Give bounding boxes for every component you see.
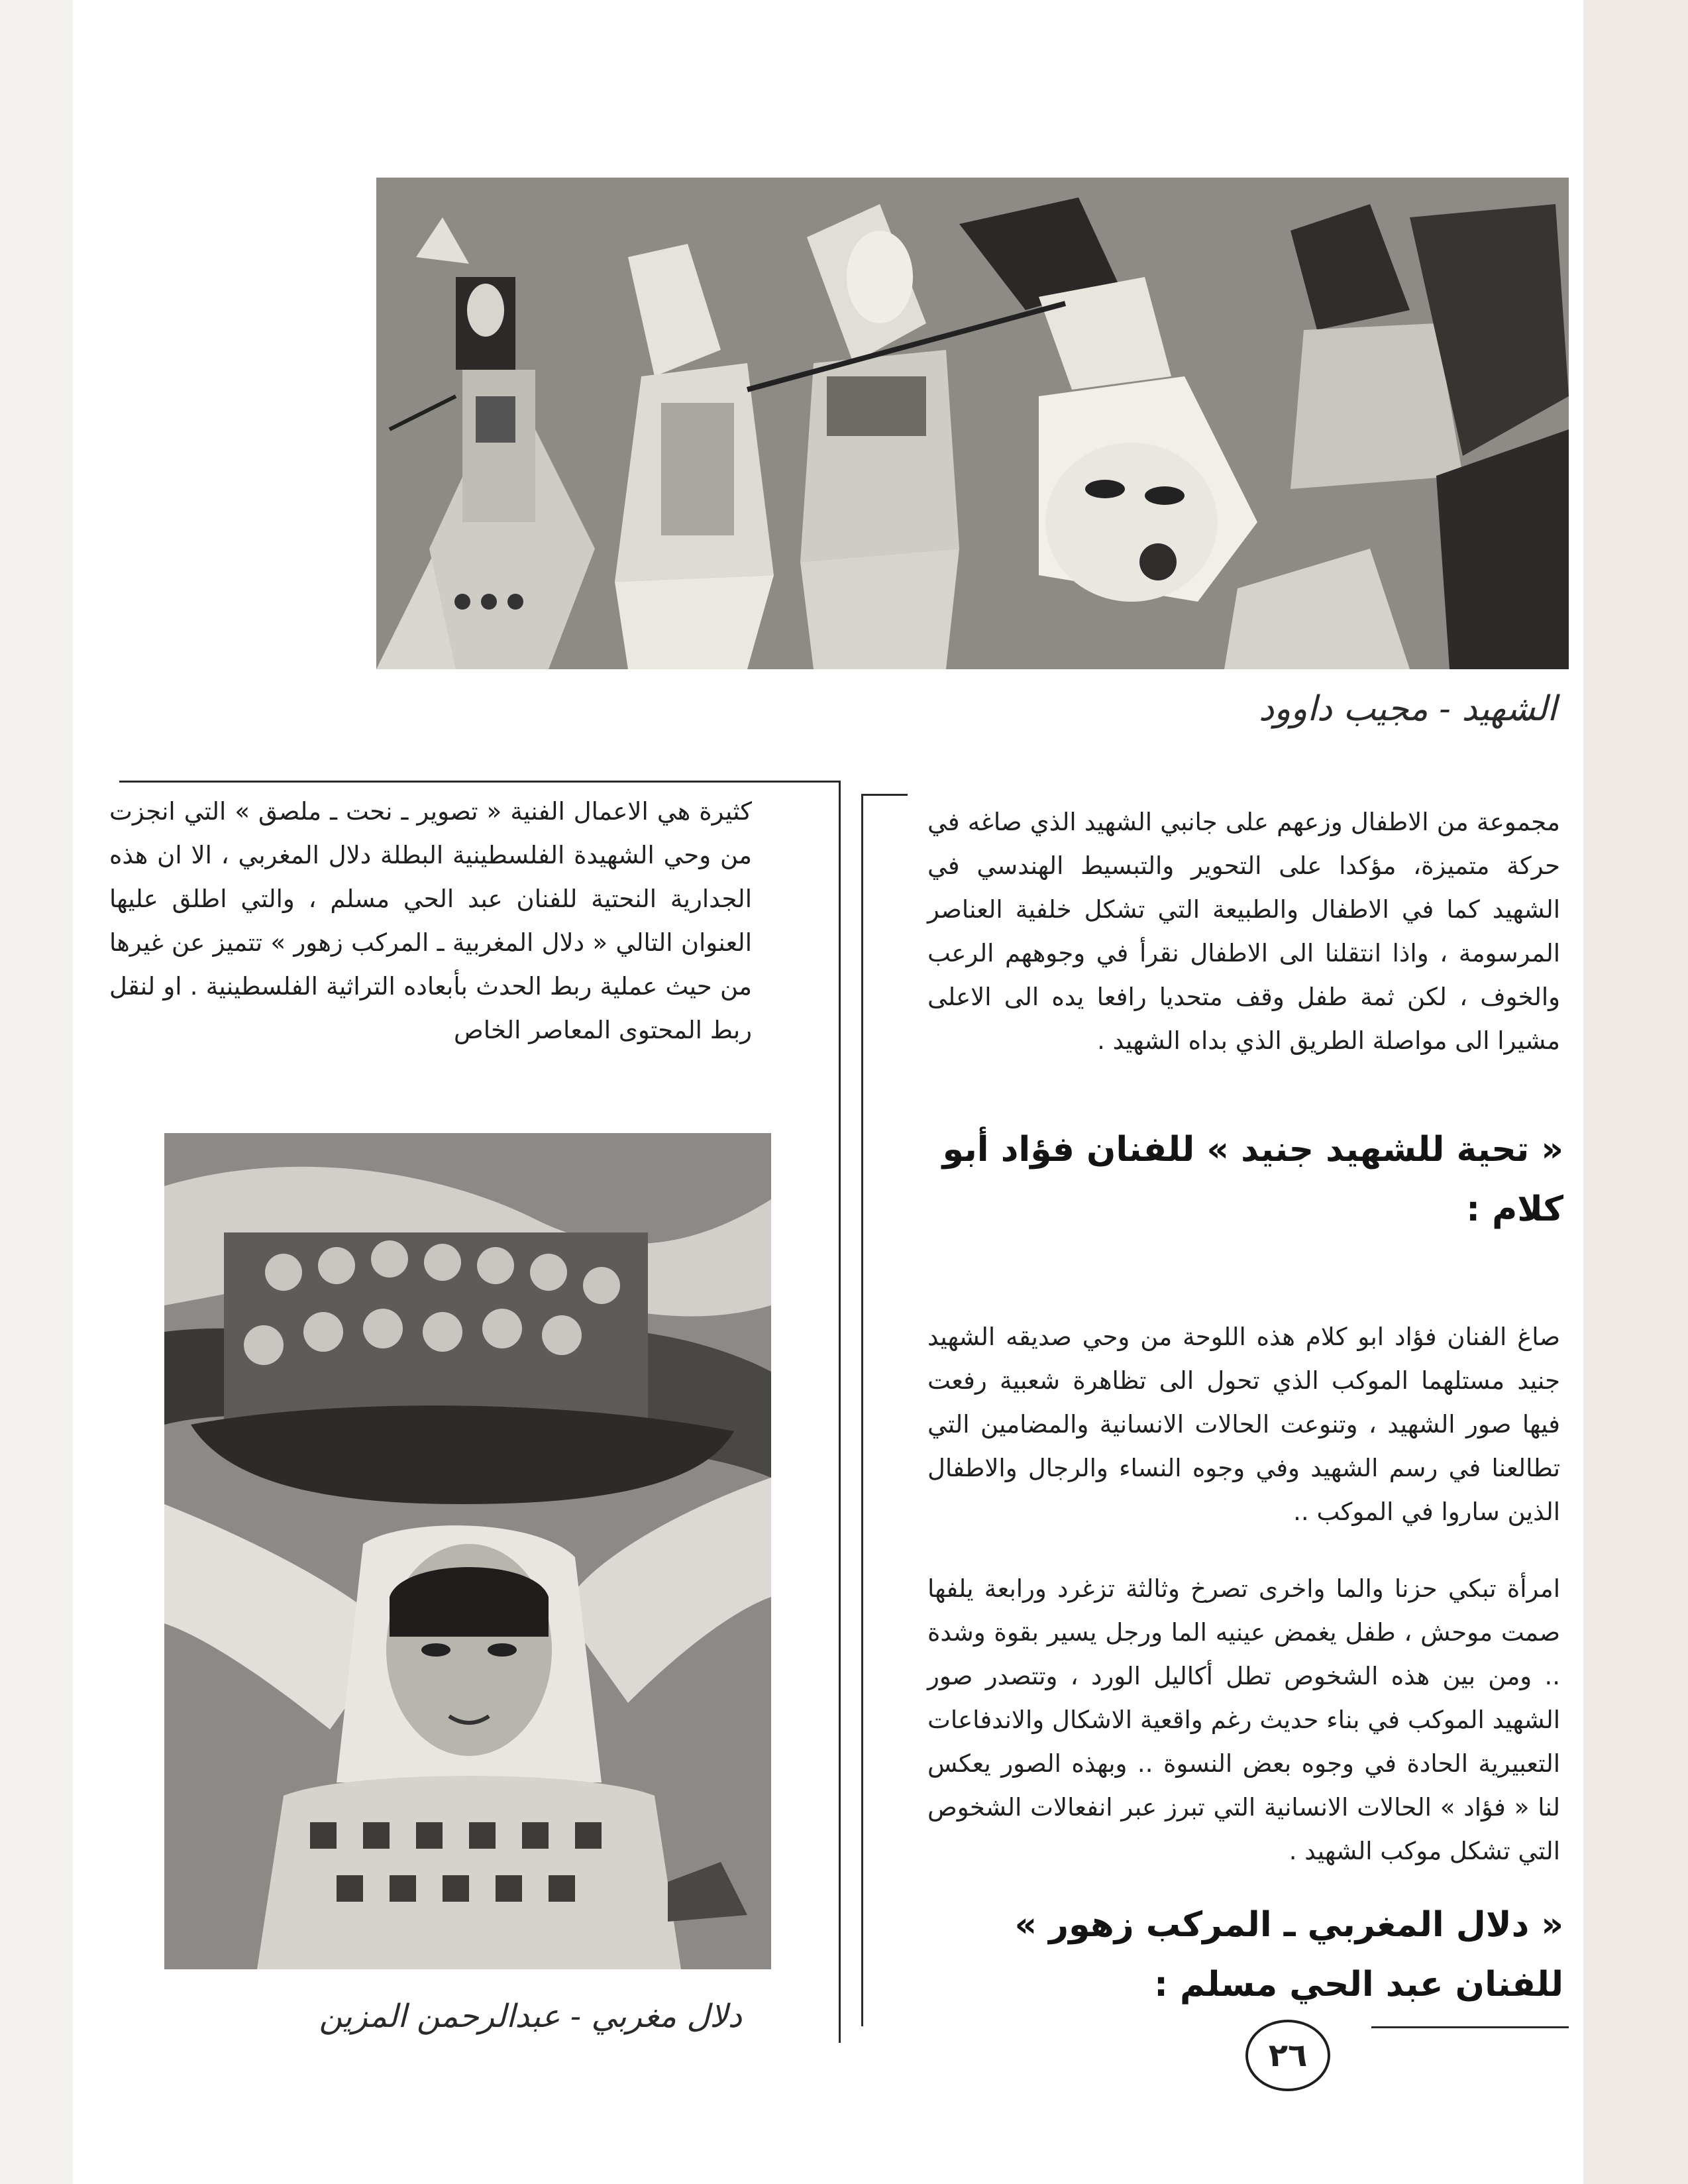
bottom-painting-image [164, 1133, 771, 1969]
bottom-painting-caption: دلال مغربي - عبدالرحمن المزين [319, 1998, 742, 2035]
page-number: ٢٦ [1245, 2020, 1330, 2091]
right-column-paragraph-3: امرأة تبكي حزنا والما واخرى تصرخ وثالثة تزغرد ورابعة يلفها صمت موحش ، طفل يغمض عينيه الما ورجل يسير بقوة وشدة .. ومن بين هذه الشخوص تطل أكاليل الورد ، وتتصدر صور الشهيد الموكب في بناء حديث رغم واقعية الاشكال والاندفاعات التعبيرية الحادة في وجوه بعض النسوة .. وبهذه الصور يعكس لنا « فؤاد » الحالات الانسانية التي تبرز عبر انفعالات الشخوص التي تشكل موكب الشهيد . [927, 1574, 1560, 1865]
page-edge [1583, 0, 1688, 2184]
right-column-top-rule [861, 794, 908, 796]
section-heading-fuad: « تحية للشهيد جنيد » للفنان فؤاد أبو كلام : [942, 1130, 1563, 1229]
top-painting-caption: الشهيد - مجيب داوود [1259, 689, 1557, 729]
left-column-top-rule [119, 781, 840, 783]
left-column-paragraph: كثيرة هي الاعمال الفنية « تصوير ـ نحت ـ ملصق » التي انجزت من وحي الشهيدة الفلسطينية البطلة دلال المغربي ، الا ان هذه الجدارية النحتية للفنان عبد الحي مسلم ، والتي اطلق عليها العنوان التالي « دلال المغربية ـ المركب زهور » تتميز عن غيرها من حيث عملية ربط الحدث بأبعاده التراثية الفلسطينية . او لنقل ربط المحتوى المعاصر الخاص [109, 797, 752, 1044]
section-heading-dalal: « دلال المغربي ـ المركب زهور » للفنان عبد الحي مسلم : [1014, 1905, 1563, 2004]
top-painting-image [376, 178, 1569, 669]
right-column-paragraph-1: مجموعة من الاطفال وزعهم على جانبي الشهيد الذي صاغه في حركة متميزة، مؤكدا على التحوير والتبسيط الهندسي في الشهيد كما في الاطفال والطبيعة التي تشكل خلفية العناصر المرسومة ، واذا انتقلنا الى الاطفال نقرأ في وجوههم الرعب والخوف ، لكن ثمة طفل وقف متحديا رافعا يده الى الاعلى مشيرا الى مواصلة الطريق الذي بداه الشهيد . [927, 808, 1560, 1055]
right-column-bottom-rule [1371, 2026, 1569, 2028]
right-column-paragraph-2: صاغ الفنان فؤاد ابو كلام هذه اللوحة من وحي صديقه الشهيد جنيد مستلهما الموكب الذي تحول الى تظاهرة شعبية رفعت فيها صور الشهيد ، وتنوعت الحالات الانسانية والمضامين التي تطالعنا في رسم الشهيد وفي وجوه النساء والرجال والاطفال الذين ساروا في الموكب .. [927, 1323, 1560, 1526]
